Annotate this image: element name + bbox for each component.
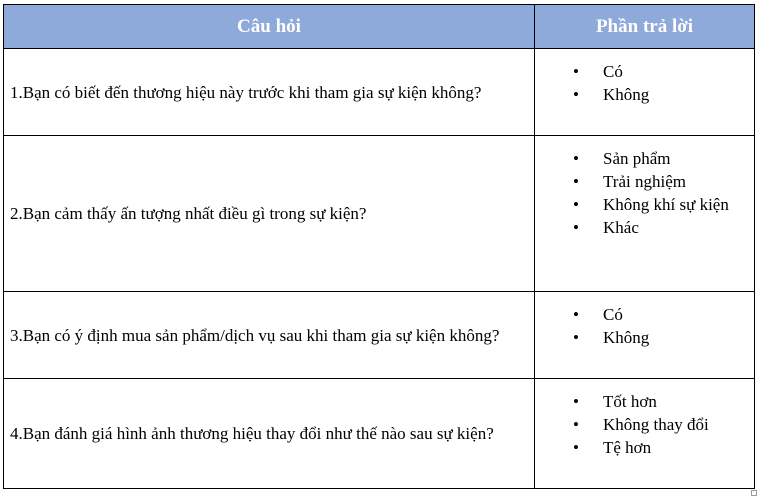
- answer-column-header: Phần trả lời: [535, 5, 755, 49]
- question-cell: 2.Bạn cảm thấy ấn tượng nhất điều gì trong sự kiện?: [4, 136, 535, 292]
- answer-option: • Có: [535, 303, 754, 326]
- question-cell: 4.Bạn đánh giá hình ảnh thương hiệu thay đổi như thế nào sau sự kiện?: [4, 379, 535, 489]
- answer-cell: [535, 292, 755, 379]
- answer-cell: [535, 136, 755, 292]
- answer-option: • Không: [535, 83, 754, 106]
- answer-option: • Không: [535, 326, 754, 349]
- table-row: [4, 292, 755, 379]
- answer-option: • Không thay đổi: [535, 413, 754, 436]
- table-row: [4, 49, 755, 136]
- answer-cell: [535, 379, 755, 489]
- answer-cell: [535, 49, 755, 136]
- answer-list: [535, 390, 754, 459]
- question-cell: 3.Bạn có ý định mua sản phẩm/dịch vụ sau khi tham gia sự kiện không?: [4, 292, 535, 379]
- answer-list: [535, 60, 754, 106]
- table-row: [4, 136, 755, 292]
- question-cell: 1.Bạn có biết đến thương hiệu này trước khi tham gia sự kiện không?: [4, 49, 535, 136]
- answer-option: • Tệ hơn: [535, 436, 754, 459]
- answer-list: [535, 147, 754, 239]
- table-resize-handle[interactable]: [751, 490, 757, 496]
- answer-option: • Sản phẩm: [535, 147, 754, 170]
- answer-list: [535, 303, 754, 349]
- answer-option: • Tốt hơn: [535, 390, 754, 413]
- answer-option: • Trải nghiệm: [535, 170, 754, 193]
- survey-table: [3, 4, 755, 489]
- table-row: [4, 379, 755, 489]
- answer-option: • Khác: [535, 216, 754, 239]
- header-row: [4, 5, 755, 49]
- answer-option: • Không khí sự kiện: [535, 193, 754, 216]
- question-column-header: Câu hỏi: [4, 5, 535, 49]
- answer-option: • Có: [535, 60, 754, 83]
